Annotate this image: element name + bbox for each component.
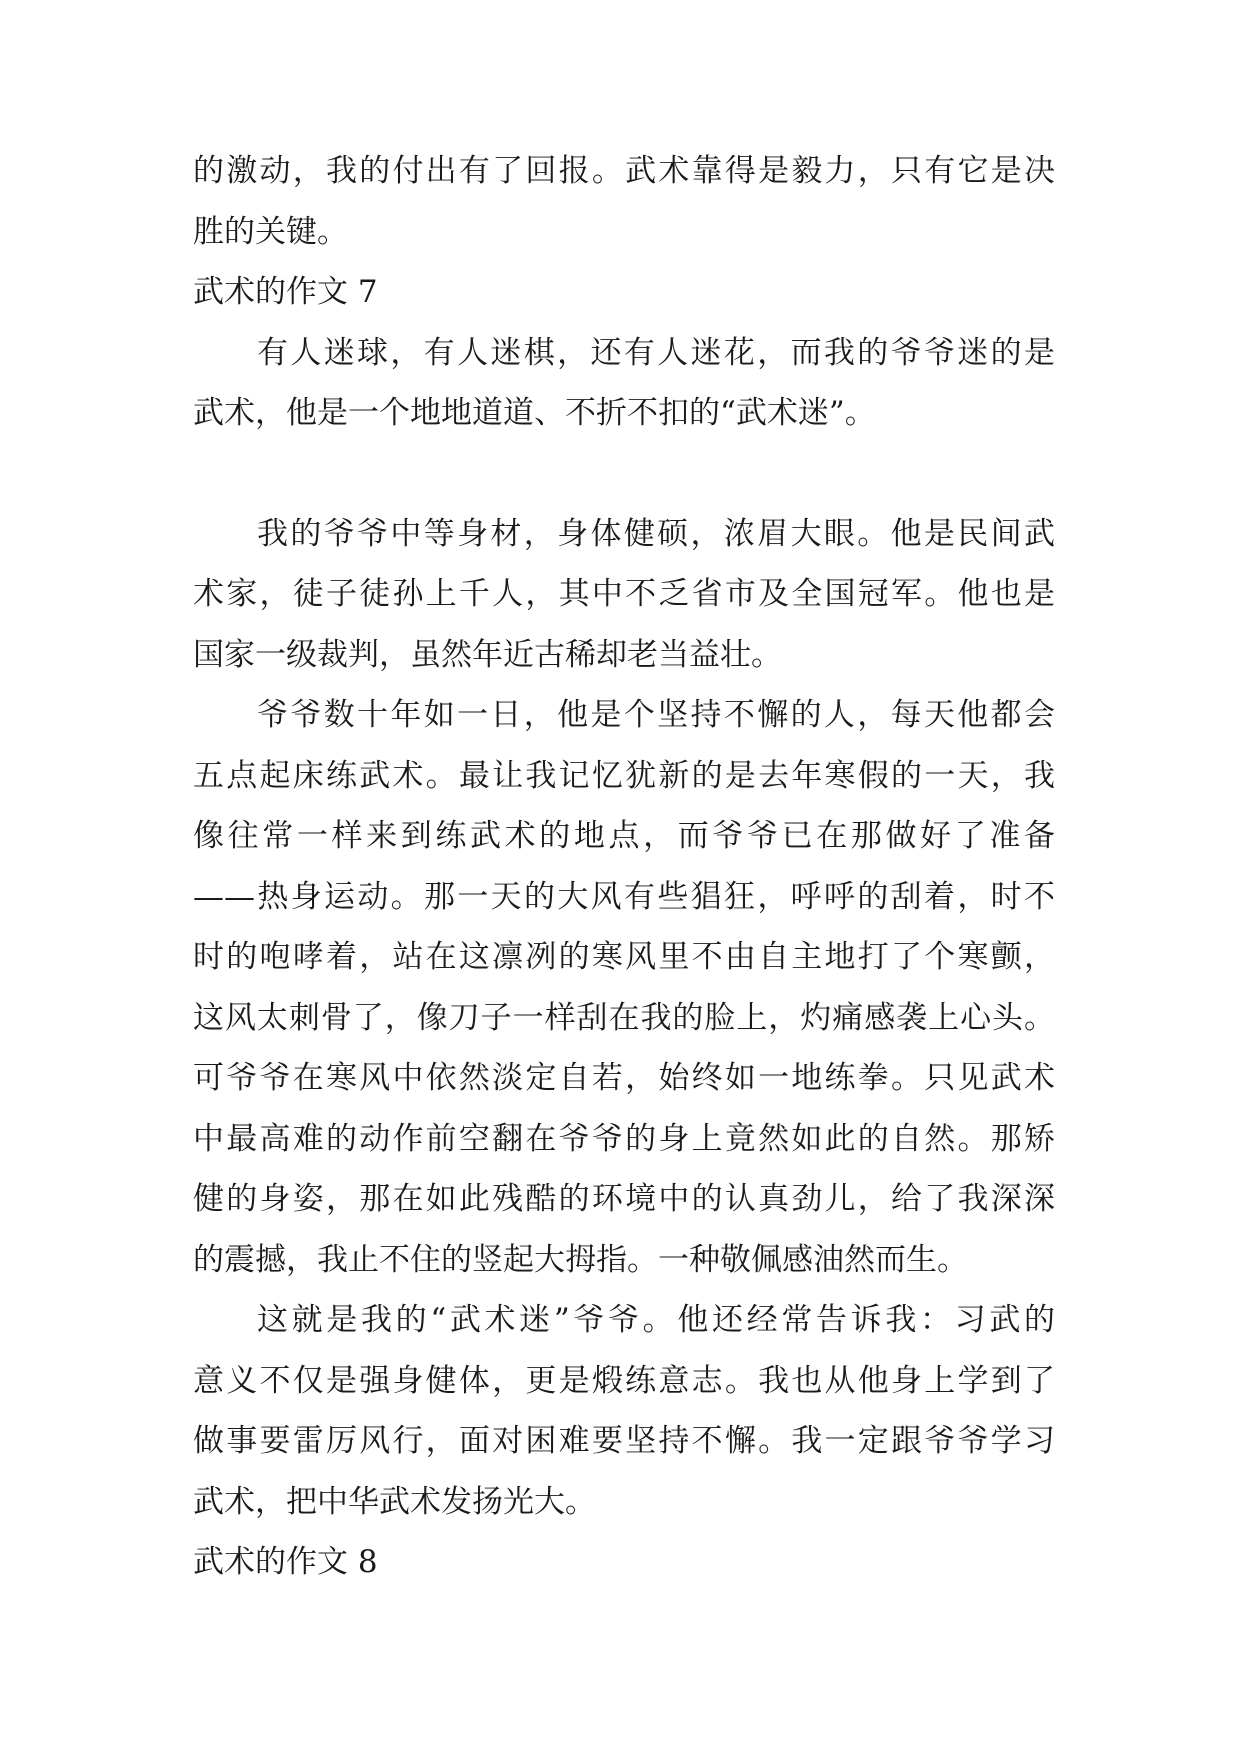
paragraph-line: 中最高难的动作前空翻在爷爷的身上竟然如此的自然。那矫 (193, 1121, 1055, 1157)
paragraph-line: 时的咆哮着，站在这凛冽的寒风里不由自主地打了个寒颤， (193, 939, 1055, 975)
paragraph-line: 这就是我的“武术迷”爷爷。他还经常告诉我：习武的 (257, 1302, 1055, 1338)
paragraph-line: 健的身姿，那在如此残酷的环境中的认真劲儿，给了我深深 (193, 1181, 1055, 1217)
paragraph-line: 像往常一样来到练武术的地点，而爷爷已在那做好了准备 (193, 818, 1055, 854)
paragraph-line: 五点起床练武术。最让我记忆犹新的是去年寒假的一天，我 (193, 758, 1055, 794)
paragraph-line: 有人迷球，有人迷棋，还有人迷花，而我的爷爷迷的是 (257, 335, 1055, 371)
paragraph-line: 术家，徒子徒孙上千人，其中不乏省市及全国冠军。他也是 (193, 576, 1055, 612)
paragraph-line: 国家一级裁判，虽然年近古稀却老当益壮。 (193, 637, 782, 673)
paragraph-line: 我的爷爷中等身材，身体健硕，浓眉大眼。他是民间武 (257, 516, 1055, 552)
paragraph-line: 意义不仅是强身健体，更是煅练意志。我也从他身上学到了 (193, 1363, 1055, 1399)
paragraph-line: ——热身运动。那一天的大风有些猖狂，呼呼的刮着，时不 (193, 879, 1055, 915)
paragraph-line: 武术，把中华武术发扬光大。 (193, 1484, 596, 1520)
paragraph-line: 这风太刺骨了，像刀子一样刮在我的脸上，灼痛感袭上心头。 (193, 1000, 1055, 1036)
section-heading: 武术的作文 8 (193, 1544, 378, 1580)
paragraph-line: 武术，他是一个地地道道、不折不扣的“武术迷”。 (193, 395, 876, 431)
paragraph-line: 爷爷数十年如一日，他是个坚持不懈的人，每天他都会 (257, 697, 1055, 733)
section-heading: 武术的作文 7 (193, 274, 378, 310)
paragraph-line: 的震撼，我止不住的竖起大拇指。一种敬佩感油然而生。 (193, 1242, 968, 1278)
paragraph-line: 做事要雷厉风行，面对困难要坚持不懈。我一定跟爷爷学习 (193, 1423, 1055, 1459)
paragraph-line: 胜的关键。 (193, 214, 348, 250)
paragraph-line: 的激动，我的付出有了回报。武术靠得是毅力，只有它是决 (193, 153, 1055, 189)
paragraph-line: 可爷爷在寒风中依然淡定自若，始终如一地练拳。只见武术 (193, 1060, 1055, 1096)
